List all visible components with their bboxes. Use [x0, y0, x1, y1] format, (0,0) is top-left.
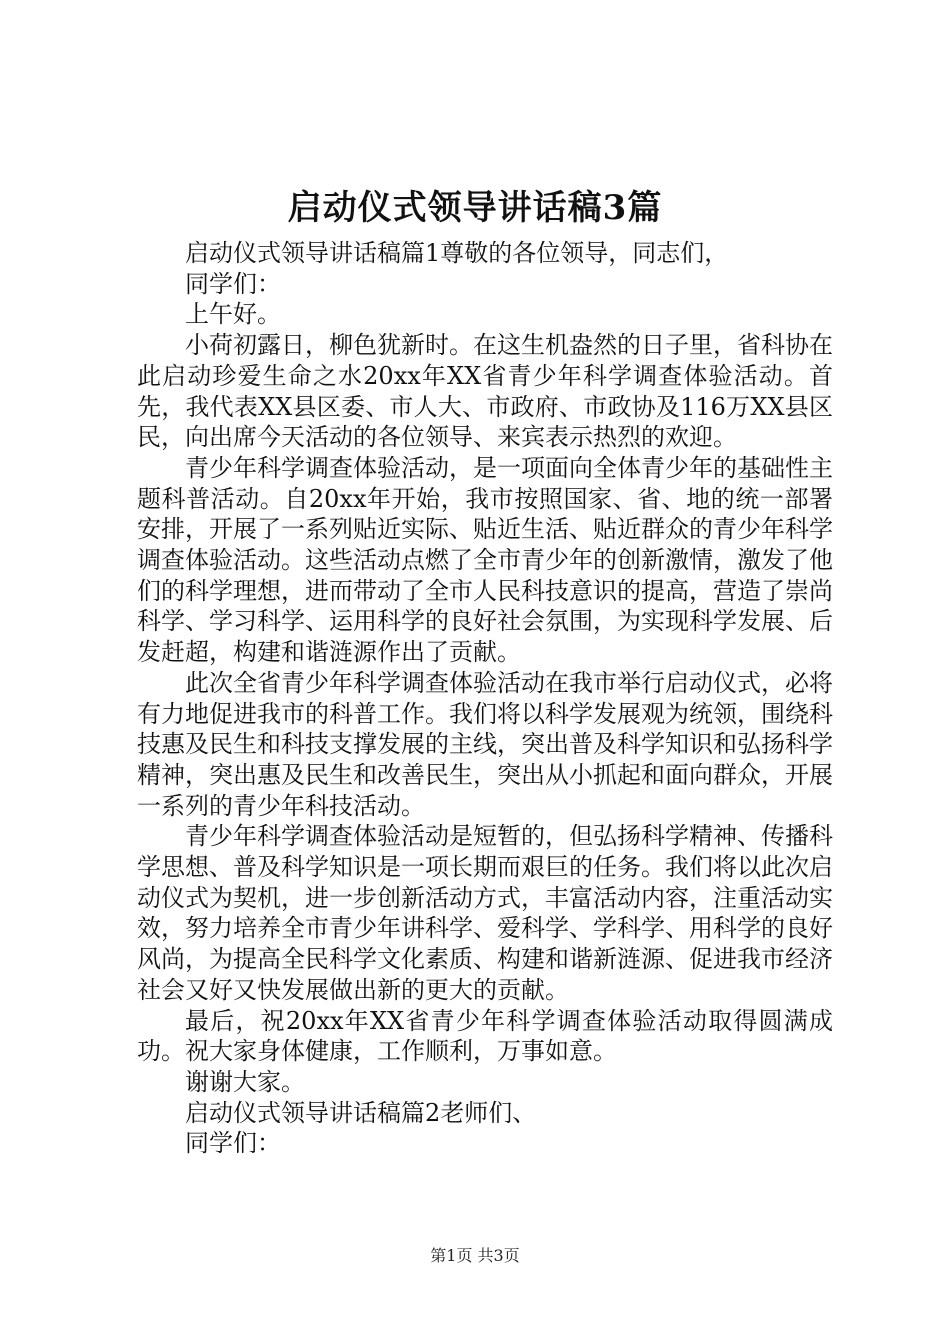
paragraph: 启动仪式领导讲话稿篇1尊敬的各位领导，同志们，: [185, 239, 729, 267]
paragraph: 此次全省青少年科学调查体验活动在我市举行启动仪式，必将有力地促进我市的科普工作。我们将以科学发展观为统领，围绕科技惠及民生和科技支撑发展的主线，突出普及科学知识和弘扬科学精神，突出惠及民生和改善民生，突出从小抓起和面向群众，开展一系列的青少年科技活动。: [137, 668, 833, 820]
paragraph: 谢谢大家。: [185, 1067, 305, 1096]
document-title: 启动仪式领导讲话稿3篇: [287, 188, 663, 228]
paragraph: 最后，祝20xx年XX省青少年科学调查体验活动取得圆满成功。祝大家身体健康，工作顺利，万事如意。: [137, 1006, 833, 1066]
document-body: [137, 238, 833, 1159]
paragraph: 启动仪式领导讲话稿篇2老师们、: [185, 1098, 537, 1127]
paragraph: 上午好。: [185, 300, 281, 329]
paragraph: 同学们：: [185, 269, 281, 298]
paragraph: 青少年科学调查体验活动是短暂的，但弘扬科学精神、传播科学思想、普及科学知识是一项长期而艰巨的任务。我们将以此次启动仪式为契机，进一步创新活动方式，丰富活动内容，注重活动实效，努力培养全市青少年讲科学、爱科学、学科学、用科学的良好风尚，为提高全民科学文化素质、构建和谐新涟源、促进我市经济社会又好又快发展做出新的更大的贡献。: [137, 822, 833, 1004]
paragraph: 同学们：: [185, 1129, 281, 1158]
paragraph: 青少年科学调查体验活动，是一项面向全体青少年的基础性主题科普活动。自20xx年开始，我市按照国家、省、地的统一部署安排，开展了一系列贴近实际、贴近生活、贴近群众的青少年科学调查体验活动。这些活动点燃了全市青少年的创新激情，激发了他们的科学理想，进而带动了全市人民科技意识的提高，营造了崇尚科学、学习科学、运用科学的良好社会氛围，为实现科学发展、后发赶超，构建和谐涟源作出了贡献。: [137, 453, 833, 667]
page-number-footer: 第1页 共3页: [430, 1246, 520, 1265]
paragraph: 小荷初露日，柳色犹新时。在这生机盎然的日子里，省科协在此启动珍爱生命之水20xx年XX省青少年科学调查体验活动。首先，我代表XX县区委、市人大、市政府、市政协及116万XX县区民，向出席今天活动的各位领导、来宾表示热烈的欢迎。: [137, 331, 833, 452]
